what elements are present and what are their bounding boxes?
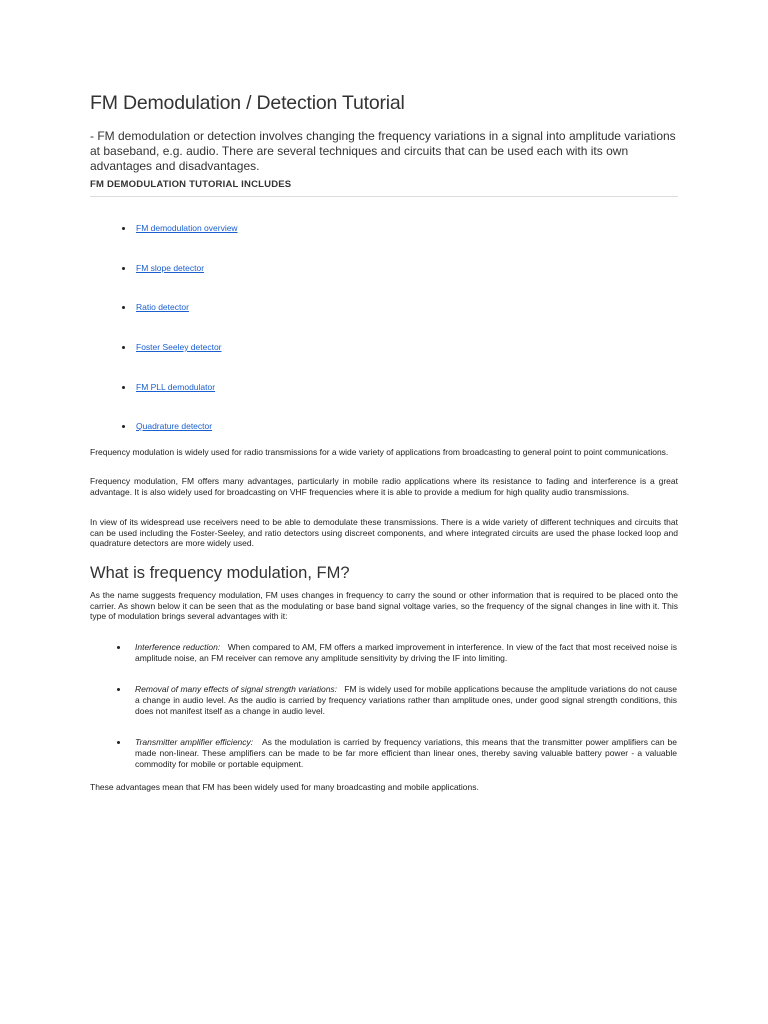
bullet-icon [122, 306, 125, 309]
list-item [117, 642, 677, 664]
body-paragraph: Frequency modulation, FM offers many advantages, particularly in mobile radio applications where its resistance to fading and interference is a great advantage. It is also widely used for broadcasting on VHF frequencies where it is able to provide a medium for high quality audio transmissions. [90, 476, 678, 497]
advantage-term: Interference reduction: [135, 642, 221, 652]
bullet-icon [117, 646, 120, 649]
bullet-icon [122, 346, 125, 349]
toc-link-fm-pll-demodulator[interactable]: FM PLL demodulator [136, 382, 216, 392]
bullet-icon [122, 267, 125, 270]
toc-link-quadrature-detector[interactable]: Quadrature detector [136, 421, 213, 431]
advantage-term: Removal of many effects of signal strength variations: [135, 684, 338, 694]
section-intro-paragraph: As the name suggests frequency modulation, FM uses changes in frequency to carry the sound or other information that is required to be placed onto the carrier. As shown below it can be seen that as the modulating or base band signal voltage varies, so the frequency of the signal changes in line with it. This type of modulation brings several advantages with it: [90, 590, 678, 622]
toc-link-fm-demodulation-overview[interactable]: FM demodulation overview [136, 223, 238, 233]
toc-link-fm-slope-detector[interactable]: FM slope detector [136, 263, 205, 273]
body-paragraph: In view of its widespread use receivers need to be able to demodulate these transmissions. There is a wide variety of different techniques and circuits that can be used including the Foster-Seeley, and ratio detectors using discreet components, and where integrated circuits are used the phase locked loop and quadrature detectors are more widely used. [90, 517, 678, 549]
toc-link-ratio-detector[interactable]: Ratio detector [136, 302, 189, 312]
advantage-text: FM is widely used for mobile applications because the amplitude variations do not cause a change in audio level. As the audio is carried by frequency variations rather than amplitude ones, under good signal strength conditions, this does not manifest itself as a change in audio level. [135, 684, 677, 716]
body-paragraph: Frequency modulation is widely used for radio transmissions for a wide variety of applications from broadcasting to general point to point communications. [90, 447, 669, 457]
advantage-text: When compared to AM, FM offers a marked improvement in interference. In view of the fact that most received noise is amplitude noise, an FM receiver can remove any amplitude sensitivity by driving the IF into limiting. [135, 642, 677, 663]
bullet-icon [122, 386, 125, 389]
bullet-icon [117, 688, 120, 691]
advantage-term: Transmitter amplifier efficiency: [135, 737, 254, 747]
bullet-icon [122, 227, 125, 230]
list-item [117, 737, 677, 770]
bullet-icon [117, 741, 120, 744]
list-item [117, 684, 677, 717]
tutorial-includes-heading: FM DEMODULATION TUTORIAL INCLUDES [90, 179, 678, 197]
page-title: FM Demodulation / Detection Tutorial [90, 92, 405, 114]
advantage-text: As the modulation is carried by frequency variations, this means that the transmitter power amplifiers can be made non-linear. These amplifiers can be made to be far more efficient than linear ones, thereby saving valuable battery power - a valuable commodity for mobile or portable equipment. [135, 737, 677, 769]
closing-paragraph: These advantages mean that FM has been widely used for many broadcasting and mobile applications. [90, 782, 479, 792]
toc-link-foster-seeley-detector[interactable]: Foster Seeley detector [136, 342, 222, 352]
section-heading: What is frequency modulation, FM? [90, 564, 350, 582]
intro-paragraph: - FM demodulation or detection involves changing the frequency variations in a signal into amplitude variations at baseband, e.g. audio. There are several techniques and circuits that can be used each with its own advantages and disadvantages. [90, 129, 676, 173]
bullet-icon [122, 425, 125, 428]
